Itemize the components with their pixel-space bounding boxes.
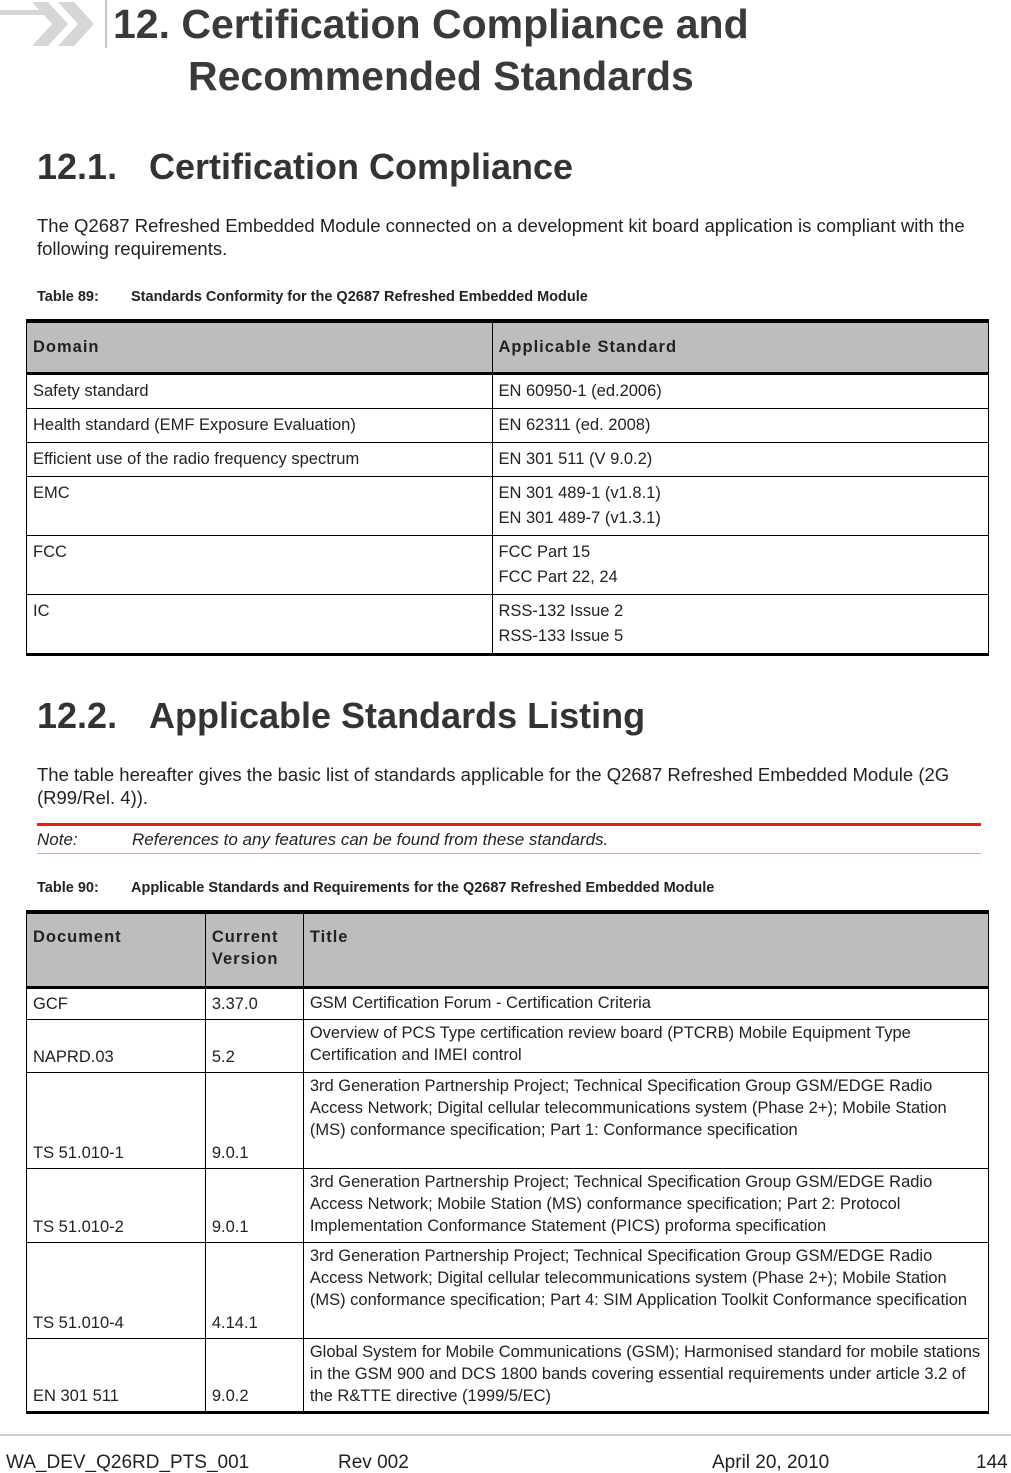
header-applicable-standard: Applicable Standard <box>492 321 989 373</box>
section-number: 12.2. <box>37 695 118 736</box>
document-cell: GCF <box>27 987 206 1019</box>
footer-doc-id: WA_DEV_Q26RD_PTS_001 <box>6 1452 250 1473</box>
table-row <box>27 1019 989 1072</box>
title-cell: 3rd Generation Partnership Project; Technical Specification Group GSM/EDGE Radio Access Network; Digital cellular telecommunications system (Phase 2+); Mobile Station (MS) conformance specification; Part 1: Conformance specification <box>303 1072 988 1168</box>
document-cell: EN 301 511 <box>27 1338 206 1412</box>
version-cell: 9.0.1 <box>205 1168 303 1242</box>
standard-cell: EN 62311 (ed. 2008) <box>492 408 989 442</box>
standard-line: RSS-133 Issue 5 <box>498 626 624 645</box>
table-row <box>27 1072 989 1168</box>
standard-cell: EN 301 511 (V 9.0.2) <box>492 442 989 476</box>
caption-text: Standards Conformity for the Q2687 Refreshed Embedded Module <box>131 289 588 305</box>
section-title: Certification Compliance <box>149 146 574 187</box>
table-row <box>27 408 989 442</box>
domain-cell: FCC <box>27 535 493 594</box>
domain-cell: Health standard (EMF Exposure Evaluation) <box>27 408 493 442</box>
table-header-row <box>27 321 989 373</box>
applicable-standards-table <box>26 910 989 1414</box>
table-row <box>27 442 989 476</box>
page-footer <box>0 1434 1011 1473</box>
domain-cell: EMC <box>27 476 493 535</box>
table-row <box>27 476 989 535</box>
version-cell: 3.37.0 <box>205 987 303 1019</box>
standard-line: RSS-132 Issue 2 <box>498 601 624 620</box>
standard-cell <box>492 594 989 654</box>
footer-page-number: 144 <box>976 1452 1008 1473</box>
standard-line: EN 301 489-7 (v1.3.1) <box>498 508 661 527</box>
standard-line: EN 301 489-1 (v1.8.1) <box>498 483 661 502</box>
table-row <box>27 1168 989 1242</box>
section-heading-applicable-standards <box>37 695 645 737</box>
version-cell: 5.2 <box>205 1019 303 1072</box>
document-cell: TS 51.010-4 <box>27 1242 206 1338</box>
domain-cell: Safety standard <box>27 373 493 408</box>
section-title: Applicable Standards Listing <box>149 695 646 736</box>
version-cell: 4.14.1 <box>205 1242 303 1338</box>
standards-conformity-table <box>26 319 989 656</box>
section-intro: The Q2687 Refreshed Embedded Module connected on a development kit board application is compliant with the following requirements. <box>37 215 965 259</box>
section-number: 12.1. <box>37 146 118 187</box>
standard-cell <box>492 535 989 594</box>
table-caption <box>37 880 714 896</box>
document-cell: TS 51.010-1 <box>27 1072 206 1168</box>
caption-text: Applicable Standards and Requirements for the Q2687 Refreshed Embedded Module <box>131 880 715 896</box>
title-cell: Overview of PCS Type certification review board (PTCRB) Mobile Equipment Type Certification and IMEI control <box>303 1019 988 1072</box>
domain-cell: Efficient use of the radio frequency spectrum <box>27 442 493 476</box>
title-cell: GSM Certification Forum - Certification Criteria <box>303 987 988 1019</box>
document-cell: TS 51.010-2 <box>27 1168 206 1242</box>
version-cell: 9.0.1 <box>205 1072 303 1168</box>
version-cell: 9.0.2 <box>205 1338 303 1412</box>
table-row <box>27 1242 989 1338</box>
chapter-title-line1: 12. Certification Compliance and <box>113 1 749 47</box>
title-cell: 3rd Generation Partnership Project; Technical Specification Group GSM/EDGE Radio Access Network; Mobile Station (MS) conformance specification; Part 2: Protocol Implementation Conformance Statement (PICS) proforma specification <box>303 1168 988 1242</box>
footer-date: April 20, 2010 <box>712 1452 830 1473</box>
title-cell: Global System for Mobile Communications (GSM); Harmonised standard for mobile stations in the GSM 900 and DCS 1800 bands covering essential requirements under article 3.2 of the R&TTE directive (1999/5/EC) <box>303 1338 988 1412</box>
table-row <box>27 535 989 594</box>
table-row <box>27 987 989 1019</box>
footer-revision: Rev 002 <box>338 1452 409 1473</box>
domain-cell: IC <box>27 594 493 654</box>
caption-number: Table 90: <box>37 880 99 896</box>
standard-cell: EN 60950-1 (ed.2006) <box>492 373 989 408</box>
chapter-title <box>113 0 993 102</box>
header-domain: Domain <box>27 321 493 373</box>
document-cell: NAPRD.03 <box>27 1019 206 1072</box>
standard-line: FCC Part 22, 24 <box>498 567 618 586</box>
table-row <box>27 1338 989 1412</box>
table-caption <box>37 289 588 305</box>
section-intro: The table hereafter gives the basic list of standards applicable for the Q2687 Refreshed Embedded Module (2G (R99/Rel. 4)). <box>37 764 950 808</box>
standard-line: FCC Part 15 <box>498 542 591 561</box>
note-box <box>37 823 981 854</box>
header-title: Title <box>303 912 988 987</box>
header-document: Document <box>27 912 206 987</box>
title-cell: 3rd Generation Partnership Project; Technical Specification Group GSM/EDGE Radio Access Network; Digital cellular telecommunications system (Phase 2+); Mobile Station (MS) conformance specification; Part 4: SIM Application Toolkit Conformance specification <box>303 1242 988 1338</box>
chapter-chevron-icon <box>0 0 112 48</box>
section-heading-certification-compliance <box>37 146 573 188</box>
table-row <box>27 594 989 654</box>
chapter-title-line2: Recommended Standards <box>188 53 694 99</box>
note-label: Note: <box>37 830 78 849</box>
standard-cell <box>492 476 989 535</box>
header-current-version: Current Version <box>205 912 303 987</box>
note-text: References to any features can be found from these standards. <box>132 830 609 849</box>
caption-number: Table 89: <box>37 289 99 305</box>
table-header-row <box>27 912 989 987</box>
table-row <box>27 373 989 408</box>
